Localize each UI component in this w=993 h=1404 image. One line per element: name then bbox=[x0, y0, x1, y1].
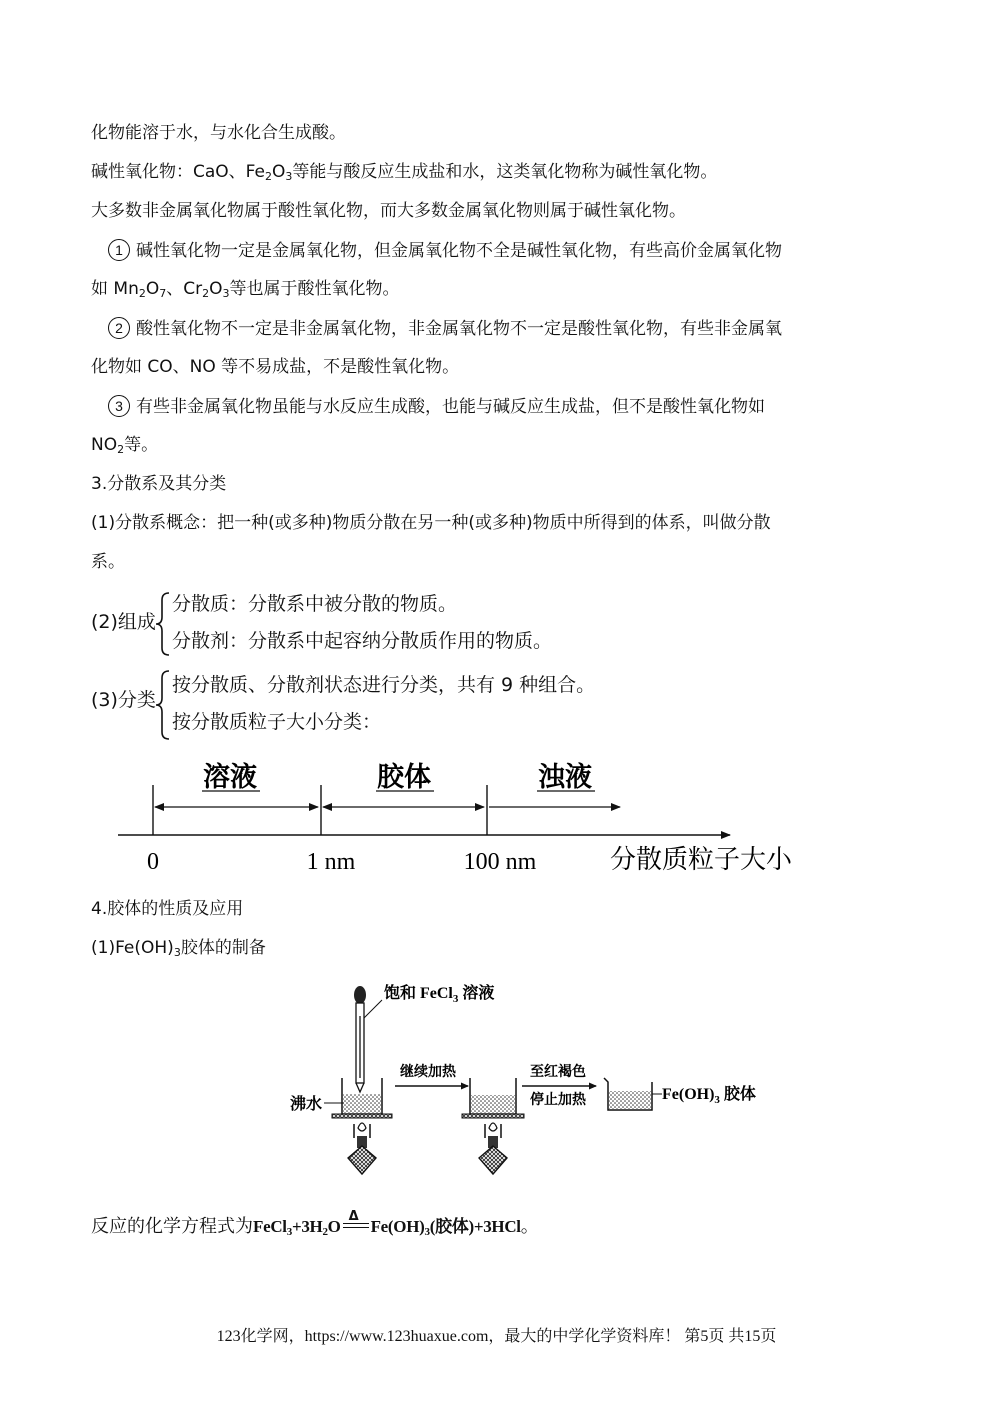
composition-item: 分散质：分散系中被分散的物质。 bbox=[172, 593, 458, 615]
line-text: 碱性氧化物一定是金属氧化物，但金属氧化物不全是碱性氧化物，有些高价金属氧化物 bbox=[136, 241, 782, 261]
line-text: (1)Fe(OH) bbox=[91, 938, 174, 958]
step2-label: 至红褐色 bbox=[530, 1065, 586, 1080]
subscript: 2 bbox=[264, 170, 272, 183]
heated-liquid bbox=[471, 1095, 515, 1113]
line-text: 化物能溶于水，与水化合生成酸。 bbox=[91, 123, 346, 143]
text-line bbox=[91, 434, 158, 456]
classification-item: 按分散质、分散剂状态进行分类，共有 9 种组合。 bbox=[172, 674, 596, 696]
equation-rhs: $Fe(OH)_3$(胶体)+3HCl bbox=[370, 1217, 521, 1238]
text-line bbox=[91, 200, 686, 222]
reaction-equation bbox=[91, 1209, 539, 1240]
subscript: 2 bbox=[117, 443, 125, 456]
particle-size-diagram bbox=[110, 755, 830, 885]
flame bbox=[358, 1123, 366, 1131]
region-colloid: 胶体 bbox=[377, 762, 431, 792]
equation-prefix: 反应的化学方程式为 bbox=[91, 1216, 253, 1237]
line-text: 大多数非金属氧化物属于酸性氧化物，而大多数金属氧化物则属于碱性氧化物。 bbox=[91, 201, 686, 221]
colloid-liquid bbox=[609, 1091, 651, 1109]
dropper-bulb bbox=[354, 986, 366, 1004]
apparatus-diagram bbox=[290, 978, 770, 1188]
tick-label: 100 nm bbox=[463, 849, 537, 875]
left-brace bbox=[154, 591, 172, 657]
line-text: 碱性氧化物：CaO、Fe bbox=[91, 162, 265, 182]
subscript: 3 bbox=[173, 946, 181, 959]
line-text: 系。 bbox=[91, 552, 125, 572]
note-3 bbox=[108, 395, 765, 418]
wire-gauze bbox=[332, 1114, 392, 1118]
alcohol-lamp bbox=[348, 1146, 376, 1174]
composition-label: (2)组成 bbox=[91, 611, 156, 633]
line-text: (1)分散系概念：把一种(或多种)物质分散在另一种(或多种)物质中所得到的体系，叫做分散 bbox=[91, 513, 771, 533]
flame bbox=[489, 1123, 497, 1131]
circled-number: 3 bbox=[108, 395, 130, 417]
line-text: 如 Mn bbox=[91, 279, 139, 299]
classification-item: 按分散质粒子大小分类： bbox=[172, 711, 382, 733]
note-1 bbox=[108, 239, 782, 262]
tick-label: 0 bbox=[147, 849, 159, 875]
subscript: 2 bbox=[138, 287, 146, 300]
line-text: O bbox=[145, 279, 160, 299]
line-text: 有些非金属氧化物虽能与水反应生成酸，也能与碱反应生成盐，但不是酸性氧化物如 bbox=[136, 397, 765, 417]
subscript: 3 bbox=[222, 287, 230, 300]
composition-item: 分散剂：分散系中起容纳分散质作用的物质。 bbox=[172, 630, 553, 652]
wire-gauze bbox=[462, 1114, 524, 1118]
subscript: 7 bbox=[159, 287, 167, 300]
line-text: NO bbox=[91, 435, 118, 455]
line-text: 化物如 CO、NO 等不易成盐，不是酸性氧化物。 bbox=[91, 357, 460, 377]
region-suspension: 浊液 bbox=[538, 762, 592, 792]
line-text: O bbox=[271, 162, 286, 182]
circled-number: 1 bbox=[108, 239, 130, 261]
text-line bbox=[91, 278, 400, 300]
section-heading-3 bbox=[91, 473, 226, 495]
page-footer: 123化学网，https://www.123huaxue.com，最大的中学化学资料库！ 第5页 共15页 bbox=[216, 1328, 777, 1345]
heating-condition bbox=[343, 1209, 369, 1233]
step2-label: 停止加热 bbox=[530, 1093, 586, 1108]
line-text: 等。 bbox=[124, 435, 159, 455]
note-2 bbox=[108, 317, 782, 340]
circled-number: 2 bbox=[108, 317, 130, 339]
text-line bbox=[91, 161, 717, 183]
product-label: $Fe(OH)_3$ 胶体 bbox=[662, 1086, 756, 1106]
axis-label: 分散质粒子大小 bbox=[610, 845, 793, 874]
equation-lhs: $FeCl_3+3H_2O$ bbox=[253, 1217, 341, 1238]
reagent-label: 饱和 FeCl$_3$ 溶液 bbox=[384, 985, 495, 1005]
region-solution: 溶液 bbox=[203, 762, 257, 792]
tick-label: 1 nm bbox=[306, 849, 356, 875]
line-text: 等也属于酸性氧化物。 bbox=[229, 279, 400, 299]
line-text: 酸性氧化物不一定是非金属氧化物，非金属氧化物不一定是酸性氧化物，有些非金属氧 bbox=[136, 319, 782, 339]
step1-label: 继续加热 bbox=[400, 1065, 456, 1080]
delta-symbol: Δ bbox=[348, 1209, 359, 1224]
line-text: 等能与酸反应生成盐和水，这类氧化物称为碱性氧化物。 bbox=[292, 162, 718, 182]
equation-suffix: 。 bbox=[520, 1216, 539, 1237]
text-line bbox=[91, 551, 125, 573]
classification-label: (3)分类 bbox=[91, 689, 156, 711]
section-heading-4 bbox=[91, 898, 243, 920]
line-text: O bbox=[209, 279, 223, 299]
line-text: 、Cr bbox=[166, 279, 203, 299]
heading-text: 3.分散系及其分类 bbox=[91, 474, 227, 494]
leader-line bbox=[364, 1000, 382, 1018]
heading-text: 4.胶体的性质及应用 bbox=[91, 899, 244, 919]
boiling-water bbox=[343, 1094, 381, 1113]
alcohol-lamp bbox=[479, 1146, 507, 1174]
line-text: 胶体的制备 bbox=[180, 938, 266, 958]
text-line bbox=[91, 356, 459, 378]
subscript: 3 bbox=[285, 170, 293, 183]
subscript: 2 bbox=[202, 287, 210, 300]
water-label: 沸水 bbox=[290, 1096, 323, 1113]
text-line bbox=[91, 512, 771, 534]
text-line bbox=[91, 122, 346, 144]
left-brace bbox=[154, 669, 172, 741]
text-line bbox=[91, 937, 266, 959]
dropper-tip bbox=[356, 1083, 364, 1092]
